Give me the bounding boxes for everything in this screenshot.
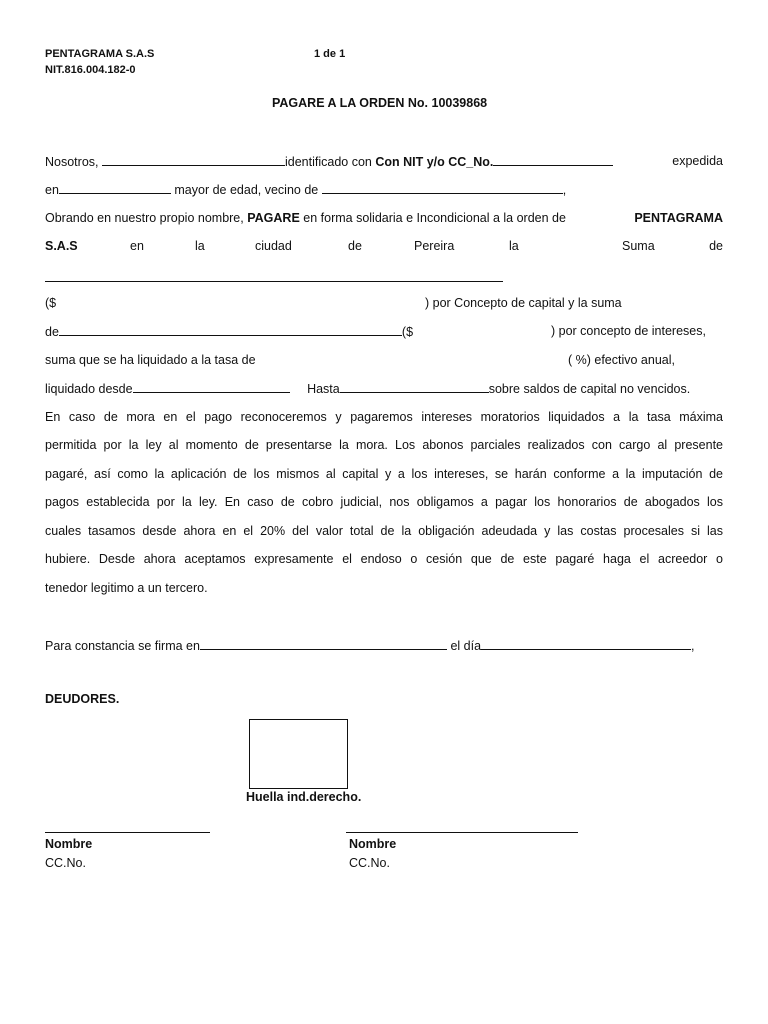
text-nosotros: Nosotros, — [45, 155, 99, 169]
blank-sign-date — [481, 636, 691, 650]
signature-line-right — [346, 832, 578, 833]
name-label-left: Nombre — [45, 837, 93, 851]
paragraph-line-1: En caso de mora en el pago reconoceremos y pagaremos intereses moratorios liquidados a la tasa máxima — [45, 410, 723, 424]
body-line-1 — [45, 152, 723, 170]
body-line-9 — [45, 379, 690, 397]
company-nit: NIT.816.004.182-0 — [45, 64, 136, 76]
blank-names — [102, 152, 285, 166]
text-l4-de: de — [348, 239, 362, 253]
blank-amount-words — [45, 281, 503, 282]
text-obrando: Obrando en nuestro propio nombre, — [45, 211, 244, 225]
text-liquidado-desde: liquidado desde — [45, 382, 133, 396]
body-line-6 — [45, 294, 723, 312]
text-el-dia: el día — [450, 639, 482, 653]
fingerprint-label: Huella ind.derecho. — [246, 790, 362, 804]
document-title: PAGARE A LA ORDEN No. 10039868 — [272, 96, 488, 110]
fingerprint-box — [249, 719, 348, 789]
body-line-2 — [45, 180, 566, 198]
text-l4-en: en — [130, 239, 144, 253]
text-dollar-open-2: ($ — [401, 325, 414, 339]
text-comma-2: , — [691, 639, 695, 653]
text-l4-de2: de — [709, 239, 723, 253]
text-comma: , — [562, 183, 567, 197]
text-concepto-capital: ) por Concepto de capital y la suma — [425, 296, 622, 310]
page-count: 1 de 1 — [314, 48, 346, 60]
blank-sign-place — [200, 636, 447, 650]
text-l7-de: de — [45, 325, 59, 339]
blank-issued-in — [59, 180, 171, 194]
blank-resident-of — [322, 180, 563, 194]
debtors-heading: DEUDORES. — [45, 692, 120, 706]
body-line-4 — [45, 237, 723, 255]
paragraph-line-2: permitida por la ley al momento de presentarse la mora. Los abonos parciales realizados con cargo al presente — [45, 438, 723, 452]
paragraph-line-3: pagaré, así como la aplicación de los mismos al capital y a los intereses, se harán conforme a la imputación de — [45, 467, 723, 481]
blank-from-date — [133, 379, 290, 393]
text-ciudad: ciudad — [255, 239, 292, 253]
company-name: PENTAGRAMA S.A.S — [45, 48, 155, 60]
body-line-7 — [45, 322, 706, 340]
text-saldos: sobre saldos de capital no vencidos. — [488, 382, 691, 396]
text-efectivo-anual: ( %) efectivo anual, — [568, 353, 675, 367]
name-label-right: Nombre — [349, 837, 397, 851]
text-tasa: suma que se ha liquidado a la tasa de — [45, 353, 256, 367]
text-expedida: expedida — [672, 154, 723, 168]
body-line-8 — [45, 351, 723, 369]
body-line-3 — [45, 209, 723, 227]
signature-line-left — [45, 832, 210, 833]
cc-label-right: CC.No. — [349, 856, 390, 870]
text-hasta: Hasta — [307, 382, 340, 396]
text-l4-la: la — [195, 239, 205, 253]
text-sas: S.A.S — [45, 239, 78, 253]
blank-id-number — [493, 152, 613, 166]
signature-place-line — [45, 636, 695, 654]
text-pereira: Pereira — [414, 239, 455, 253]
paragraph-line-6: hubiere. Desde ahora aceptamos expresamente el endoso o cesión que de este pagaré haga el acreedor o — [45, 552, 723, 566]
text-en: en — [45, 183, 59, 197]
paragraph-line-5: cuales tasamos desde ahora en el 20% del valor total de la obligación adeudada y las costas procesales si las — [45, 524, 723, 538]
blank-to-date — [340, 379, 489, 393]
text-constancia: Para constancia se firma en — [45, 639, 200, 653]
paragraph-line-4: pagos establecida por la ley. En caso de cobro judicial, nos obligamos a pagar los honorarios de abogados los — [45, 495, 723, 509]
text-solidaria: en forma solidaria e Incondicional a la orden de — [303, 211, 566, 225]
cc-label-left: CC.No. — [45, 856, 86, 870]
text-dollar-open: ($ — [45, 296, 57, 310]
text-nit-cc: Con NIT y/o CC_No. — [375, 155, 494, 169]
text-identificado: identificado con — [284, 155, 372, 169]
blank-interest-words — [59, 322, 402, 336]
text-concepto-intereses: ) por concepto de intereses, — [551, 324, 706, 338]
paragraph-line-7: tenedor legitimo a un tercero. — [45, 581, 208, 595]
text-mayor-edad: mayor de edad, vecino de — [174, 183, 319, 197]
text-suma: Suma — [622, 239, 655, 253]
text-l4-la2: la — [509, 239, 519, 253]
text-pagare: PAGARE — [247, 211, 300, 225]
text-pentagrama: PENTAGRAMA — [634, 211, 723, 225]
